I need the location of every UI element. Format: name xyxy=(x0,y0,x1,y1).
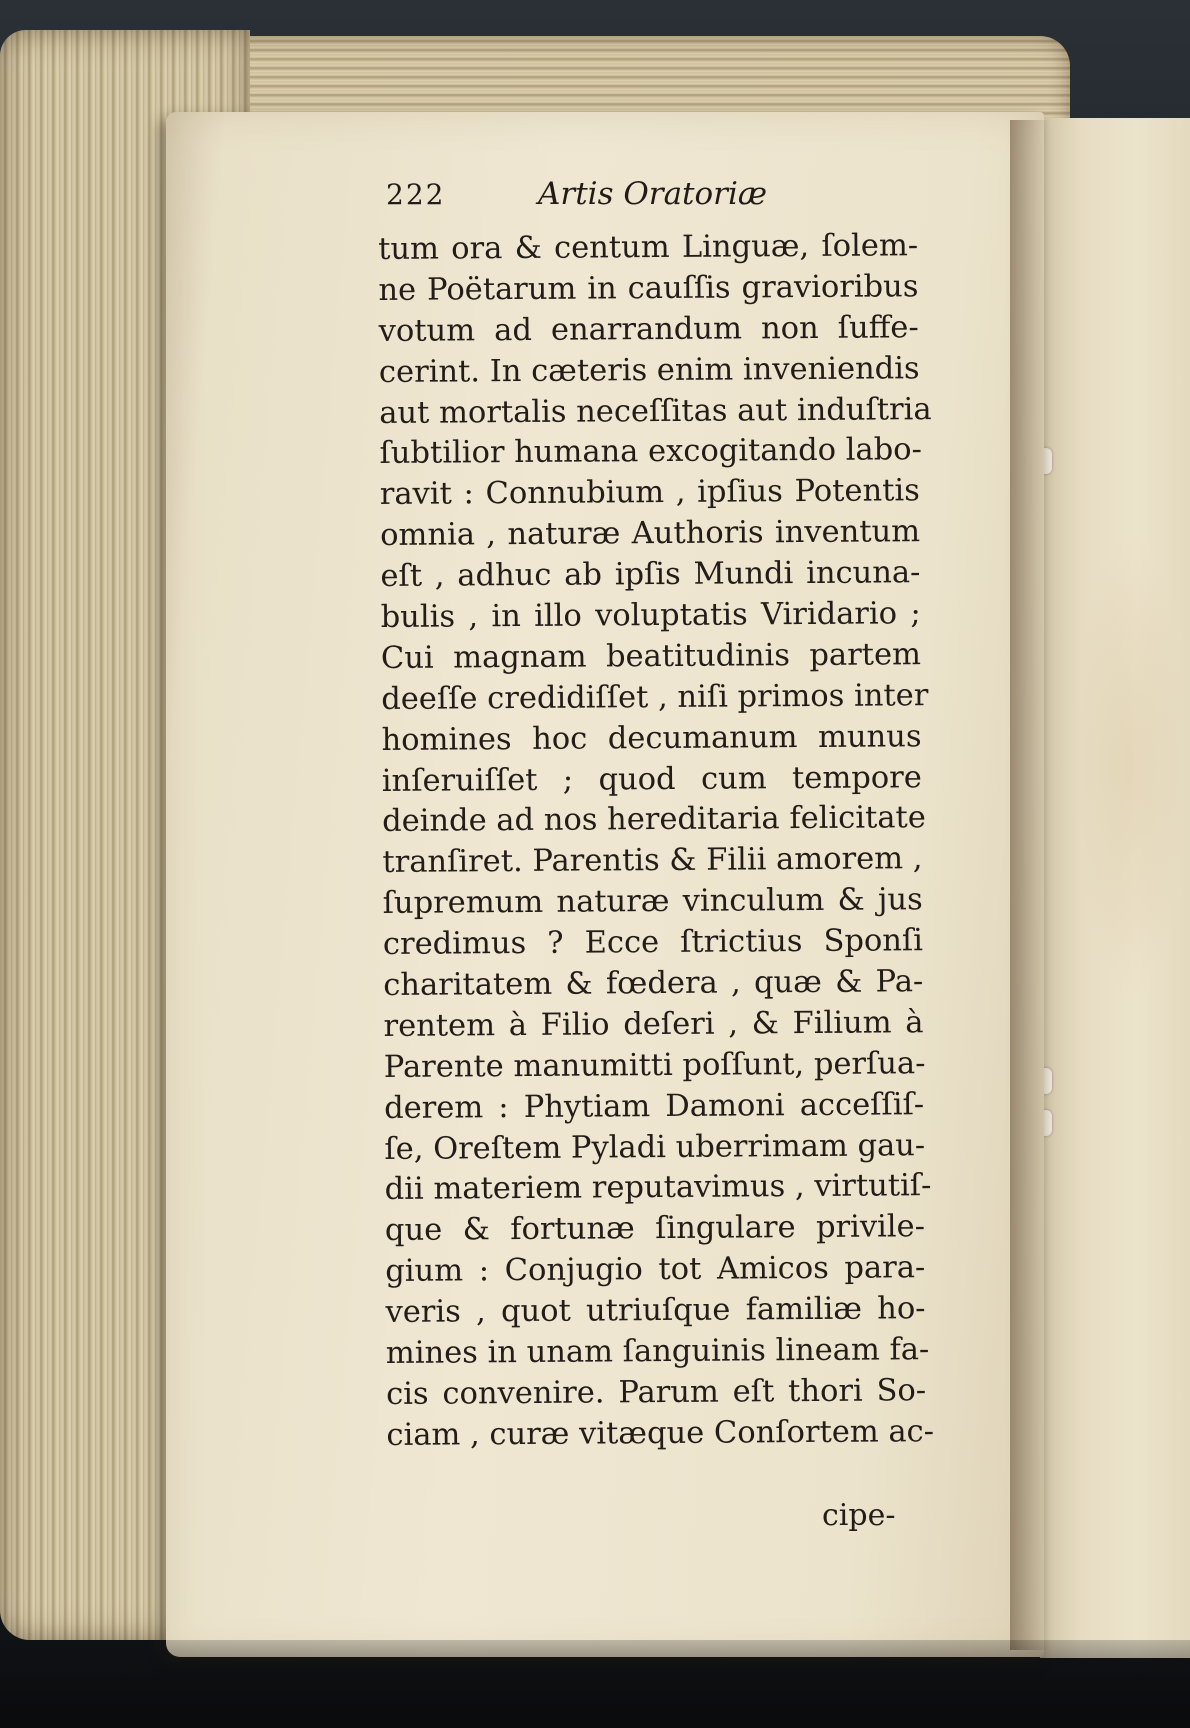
water-stain xyxy=(1075,530,1185,1000)
text-line: rentem à Filio deſeri , & Filium à xyxy=(383,1005,924,1044)
gutter-shadow xyxy=(1010,120,1050,1650)
text-line: que & fortunæ ſingulare privile- xyxy=(384,1209,926,1249)
text-line: ſe, Oreſtem Pyladi uberrimam gau- xyxy=(384,1127,926,1167)
body-text xyxy=(378,226,935,1456)
text-line: bulis , in illo voluptatis Viridario ; xyxy=(380,596,921,636)
text-line: mines in unam ſanguinis lineam fa- xyxy=(385,1332,930,1372)
text-line: deeſſe credidiſſet , niſi primos inter xyxy=(381,677,929,717)
text-line: homines hoc decumanum munus xyxy=(381,718,922,758)
text-line: Parente manumitti poſſunt, perſua- xyxy=(383,1046,926,1085)
text-line: cerint. In cæteris enim inveniendis xyxy=(378,350,920,390)
text-line: omnia , naturæ Authoris inventum xyxy=(380,514,921,554)
text-line: ciam , curæ vitæque Conſortem ac- xyxy=(386,1413,935,1453)
running-head xyxy=(386,176,886,222)
text-line: ſupremum naturæ vinculum & jus xyxy=(382,882,923,922)
catchword: cipe- xyxy=(822,1498,896,1533)
text-line: Cui magnam beatitudinis partem xyxy=(380,637,922,676)
text-line: tranſiret. Parentis & Filii amorem , xyxy=(382,841,923,881)
text-line: tum ora & centum Linguæ, ſolem- xyxy=(378,228,919,267)
text-line: ſubtilior humana excogitando labo- xyxy=(379,432,922,472)
text-line: veris , quot utriuſque familiæ ho- xyxy=(385,1291,926,1331)
text-line: cis convenire. Parum eſt thori So- xyxy=(386,1373,927,1412)
bottom-shadow xyxy=(0,1640,1190,1728)
text-line: derem : Phytiam Damoni acceſſiſ- xyxy=(384,1086,925,1126)
page-number: 222 xyxy=(386,178,446,211)
text-line: ne Poëtarum in cauſſis gravioribus xyxy=(378,269,919,308)
text-line: dii materiem reputavimus , virtutiſ- xyxy=(384,1168,932,1208)
text-line: gium : Conjugio tot Amicos para- xyxy=(385,1250,926,1290)
text-line: inſeruiſſet ; quod cum tempore xyxy=(381,759,922,799)
text-line: eſt , adhuc ab ipſis Mundi incuna- xyxy=(380,555,921,595)
text-line: votum ad enarrandum non ſuffe- xyxy=(378,310,919,349)
text-line: credimus ? Ecce ſtrictius Sponſi xyxy=(382,923,924,963)
text-line: aut mortalis neceſſitas aut induſtria xyxy=(379,391,932,431)
text-line: deinde ad nos hereditaria felicitate xyxy=(382,800,926,840)
text-line: ravit : Connubium , ipſius Potentis xyxy=(379,473,920,513)
text-line: charitatem & fœdera , quæ & Pa- xyxy=(383,964,924,1004)
running-title: Artis Oratoriæ xyxy=(538,176,768,212)
